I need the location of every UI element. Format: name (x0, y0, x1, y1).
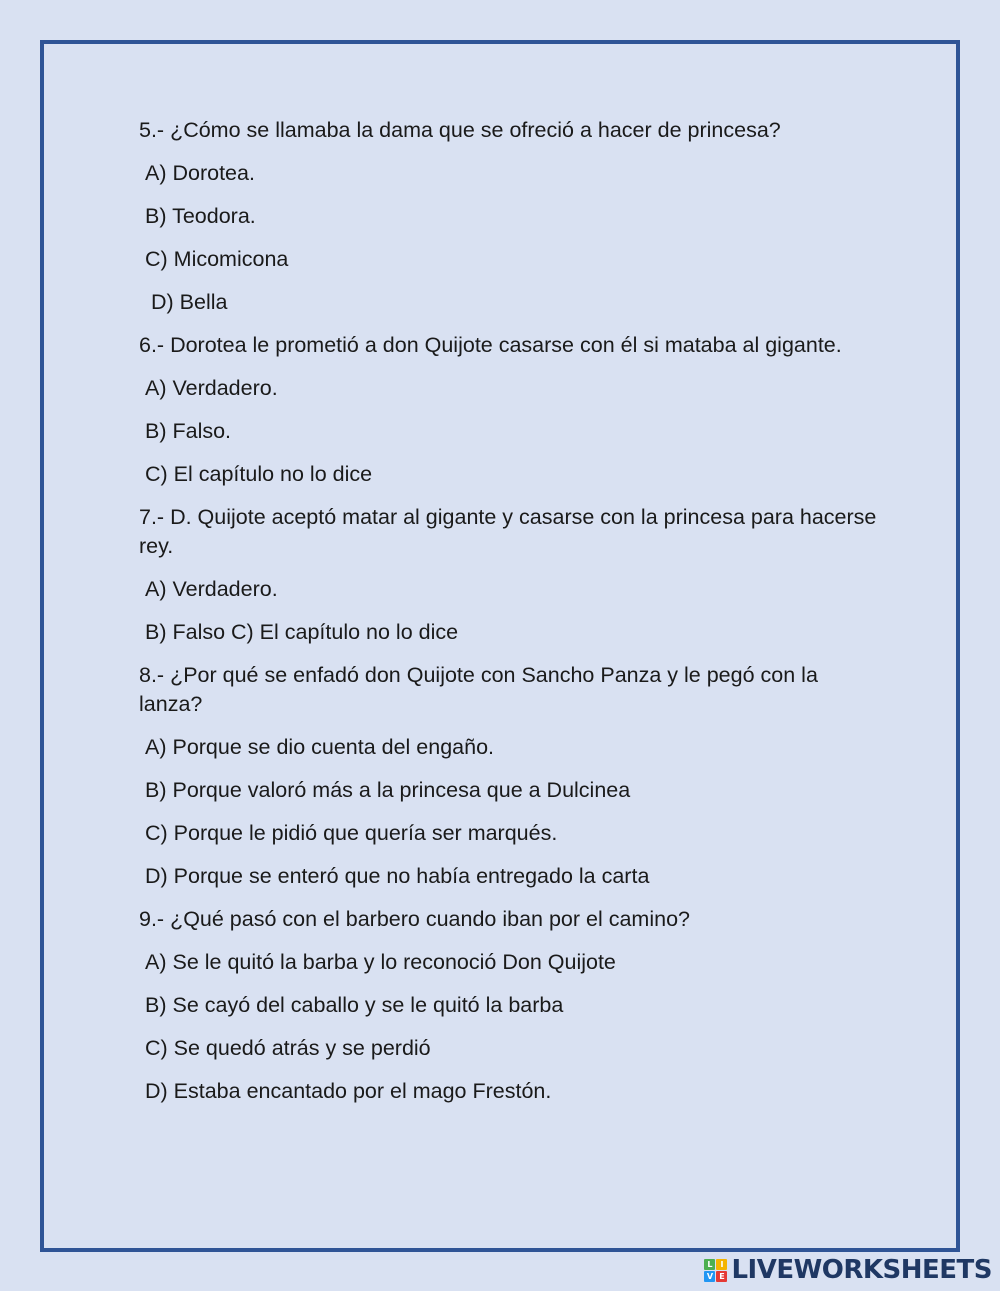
answer-option[interactable]: B) Falso C) El capítulo no lo dice (145, 620, 459, 644)
logo-letter: E (716, 1271, 727, 1282)
logo-letter: L (704, 1259, 715, 1270)
brand-name: LIVEWORKSHEETS (731, 1255, 992, 1285)
logo-icon (704, 1259, 727, 1282)
answer-option[interactable]: A) Verdadero. (145, 577, 278, 601)
question-block (139, 503, 879, 647)
answer-option[interactable]: A) Se le quitó la barba y lo reconoció Don Quijote (145, 950, 616, 974)
logo-letter: I (716, 1259, 727, 1270)
question-block (139, 661, 879, 891)
answer-option[interactable]: C) Porque le pidió que quería ser marqués. (145, 821, 558, 845)
answer-option[interactable]: A) Verdadero. (145, 376, 278, 400)
question-text: 6.- Dorotea le prometió a don Quijote casarse con él si mataba al gigante. (139, 333, 842, 357)
logo-letter: V (704, 1271, 715, 1282)
answer-option[interactable]: B) Teodora. (145, 204, 256, 228)
answer-option[interactable]: C) El capítulo no lo dice (145, 462, 373, 486)
question-text: 9.- ¿Qué pasó con el barbero cuando iban por el camino? (139, 907, 690, 931)
answer-option[interactable]: A) Dorotea. (145, 161, 255, 185)
answer-option[interactable]: B) Porque valoró más a la princesa que a Dulcinea (145, 778, 631, 802)
question-block (139, 116, 879, 317)
answer-option[interactable]: D) Porque se enteró que no había entregado la carta (145, 864, 650, 888)
answer-option[interactable]: B) Se cayó del caballo y se le quitó la barba (145, 993, 564, 1017)
worksheet-content (139, 116, 879, 1120)
question-block (139, 905, 879, 1106)
answer-option[interactable]: C) Micomicona (145, 247, 289, 271)
question-block (139, 331, 879, 489)
answer-option[interactable]: A) Porque se dio cuenta del engaño. (145, 735, 495, 759)
answer-option[interactable]: D) Bella (151, 290, 228, 314)
question-text: 7.- D. Quijote aceptó matar al gigante y casarse con la princesa para hacerse rey. (139, 505, 877, 558)
question-text: 5.- ¿Cómo se llamaba la dama que se ofreció a hacer de princesa? (139, 118, 781, 142)
answer-option[interactable]: D) Estaba encantado por el mago Frestón. (145, 1079, 552, 1103)
liveworksheets-logo (704, 1255, 992, 1285)
answer-option[interactable]: C) Se quedó atrás y se perdió (145, 1036, 431, 1060)
question-text: 8.- ¿Por qué se enfadó don Quijote con Sancho Panza y le pegó con la lanza? (139, 663, 818, 716)
answer-option[interactable]: B) Falso. (145, 419, 232, 443)
